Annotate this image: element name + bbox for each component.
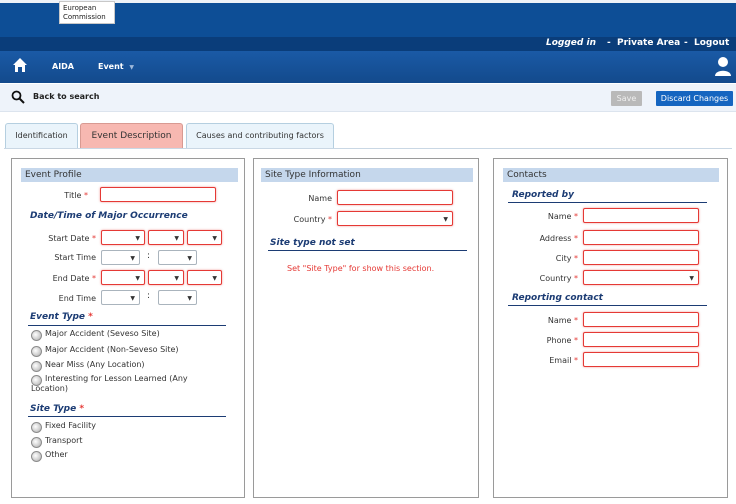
email-input[interactable]: [583, 352, 699, 367]
radio-icon[interactable]: [31, 361, 42, 372]
end-time-hour-select[interactable]: [101, 290, 140, 305]
separator: -: [607, 38, 611, 48]
site-info-header: Site Type Information: [261, 168, 473, 182]
radio-icon[interactable]: [31, 451, 42, 462]
email-label: Email *: [549, 356, 578, 365]
contact-country-label: Country *: [539, 274, 578, 283]
chevron-down-icon: ▼: [129, 64, 135, 71]
site-name-label: Name: [308, 194, 332, 203]
site-name-input[interactable]: [337, 190, 453, 205]
european-commission-logo[interactable]: [59, 1, 115, 24]
end-date-year-select[interactable]: [187, 270, 222, 285]
reporting-contact-title: Reporting contact: [512, 293, 603, 303]
back-to-search-link[interactable]: Back to search: [33, 92, 100, 101]
tab-divider: [4, 148, 732, 149]
phone-label: Phone *: [546, 336, 578, 345]
address-label: Address *: [539, 234, 578, 243]
start-date-label: Start Date *: [48, 234, 96, 243]
city-label: City *: [555, 254, 578, 263]
end-time-minute-select[interactable]: [158, 290, 197, 305]
site-info-panel: [253, 158, 479, 498]
radio-icon[interactable]: [31, 437, 42, 448]
site-type-option[interactable]: Other: [45, 450, 68, 459]
start-time-hour-select[interactable]: [101, 250, 140, 265]
radio-icon[interactable]: [31, 330, 42, 341]
logo-line-2: Commission: [63, 13, 106, 21]
event-type-option[interactable]: Major Accident (Non-Seveso Site): [45, 345, 179, 354]
chevron-down-icon: ▼: [174, 235, 179, 242]
divider: [268, 250, 467, 251]
chevron-down-icon: ▼: [212, 275, 217, 282]
chevron-down-icon: ▼: [689, 275, 694, 282]
radio-icon[interactable]: [31, 422, 42, 433]
event-type-option[interactable]: Major Accident (Seveso Site): [45, 329, 160, 338]
nav-aida[interactable]: AIDA: [52, 62, 74, 71]
time-colon: :: [147, 291, 151, 301]
chevron-down-icon: ▼: [187, 255, 192, 262]
title-label: Title *: [64, 191, 88, 200]
search-icon[interactable]: [11, 90, 25, 104]
nav-event-label: Event: [98, 62, 124, 71]
chevron-down-icon: ▼: [130, 255, 135, 262]
chevron-down-icon: ▼: [174, 275, 179, 282]
event-type-option[interactable]: Near Miss (Any Location): [45, 360, 145, 369]
nav-event[interactable]: [98, 62, 134, 71]
logout-link[interactable]: Logout: [694, 38, 730, 48]
site-country-select[interactable]: [337, 211, 453, 226]
logged-in-label: Logged in: [546, 38, 596, 48]
city-input[interactable]: [583, 250, 699, 265]
site-type-warning: Set "Site Type" for show this section.: [287, 264, 435, 273]
top-banner: [0, 0, 736, 37]
logo-line-1: European: [63, 4, 97, 12]
separator: -: [684, 38, 688, 48]
reporter-name-input[interactable]: [583, 208, 699, 223]
user-icon[interactable]: [714, 56, 732, 76]
contacts-header: Contacts: [503, 168, 719, 182]
title-input[interactable]: [100, 187, 216, 202]
chevron-down-icon: ▼: [135, 275, 140, 282]
time-colon: :: [147, 251, 151, 261]
event-type-title: Event Type *: [30, 312, 93, 322]
end-date-day-select[interactable]: [101, 270, 145, 285]
rc-name-label: Name *: [547, 316, 578, 325]
contact-country-select[interactable]: [583, 270, 699, 285]
end-date-label: End Date *: [52, 274, 96, 283]
event-profile-panel: [11, 158, 245, 498]
private-area-link[interactable]: Private Area: [617, 38, 681, 48]
site-type-title: Site Type *: [30, 404, 85, 414]
main-navbar: [0, 51, 736, 83]
end-time-label: End Time: [58, 294, 96, 303]
reporter-name-label: Name *: [547, 212, 578, 221]
tab-causes[interactable]: Causes and contributing factors: [186, 123, 334, 149]
save-button[interactable]: Save: [611, 91, 642, 106]
site-country-label: Country *: [293, 215, 332, 224]
end-date-month-select[interactable]: [148, 270, 184, 285]
event-type-option[interactable]: Interesting for Lesson Learned (Any: [45, 374, 188, 383]
start-date-year-select[interactable]: [187, 230, 222, 245]
chevron-down-icon: ▼: [212, 235, 217, 242]
datetime-section-title: Date/Time of Major Occurrence: [30, 211, 188, 221]
site-type-option[interactable]: Transport: [45, 436, 83, 445]
reported-by-title: Reported by: [512, 190, 574, 200]
tab-identification[interactable]: Identification: [5, 123, 78, 149]
rc-name-input[interactable]: [583, 312, 699, 327]
chevron-down-icon: ▼: [443, 216, 448, 223]
tab-event-description[interactable]: Event Description: [80, 123, 183, 149]
divider: [28, 416, 226, 417]
site-type-not-set-title: Site type not set: [270, 238, 355, 248]
chevron-down-icon: ▼: [130, 295, 135, 302]
login-bar: [0, 37, 736, 51]
event-profile-header: Event Profile: [21, 168, 238, 182]
start-date-month-select[interactable]: [148, 230, 184, 245]
radio-icon[interactable]: [31, 346, 42, 357]
chevron-down-icon: ▼: [187, 295, 192, 302]
start-time-label: Start Time: [54, 253, 96, 262]
phone-input[interactable]: [583, 332, 699, 347]
start-time-minute-select[interactable]: [158, 250, 197, 265]
divider: [508, 202, 707, 203]
start-date-day-select[interactable]: [101, 230, 145, 245]
divider: [28, 325, 226, 326]
site-type-option[interactable]: Fixed Facility: [45, 421, 96, 430]
home-icon[interactable]: [12, 57, 28, 73]
discard-changes-button[interactable]: Discard Changes: [656, 91, 733, 106]
divider: [508, 305, 707, 306]
chevron-down-icon: ▼: [135, 235, 140, 242]
address-input[interactable]: [583, 230, 699, 245]
event-type-option-cont[interactable]: Location): [31, 384, 68, 393]
